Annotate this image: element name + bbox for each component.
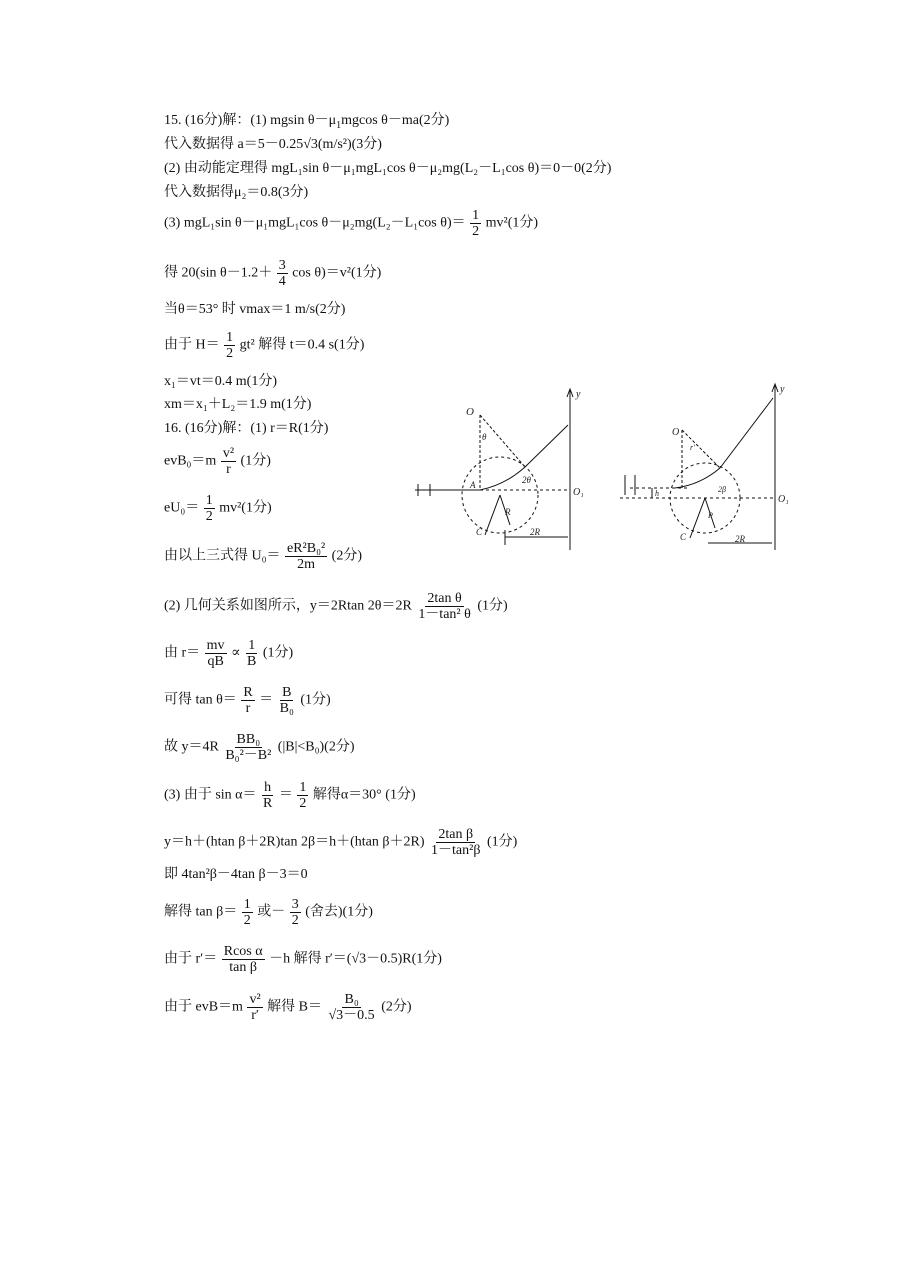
fig2-label-O1: O₁ [778,494,789,505]
fig2-label-y: y [780,384,785,395]
frac-y4R: $\frac{\text{BB₀}}{\text{B₀²－B²}}$ [225,732,272,763]
frac-one-B: $\frac{1}{B}$ [247,638,257,669]
q16-line-10: y＝h＋(htan β＋2R)tan 2β＝h＋(htan β＋2R) $\frac{\text{2tan β}}{\text{1－tan²β}}$ (1分) [164,827,518,858]
q16-line-1: 16. (16分)解：(1) r＝R(1分) [164,421,329,436]
fig1-label-A: A [470,480,476,490]
q15-line-10: xm＝x₁＋L₂＝1.9 m(1分) [164,397,312,412]
q15-line-7: 当θ＝53° 时 vmax＝1 m/s(2分) [164,302,346,317]
frac-three-quarter: $\frac{3}{4}$ [278,258,286,289]
fig2-label-rp: r′ [690,443,695,452]
frac-v2-rprime: $\frac{\text{v²}}{r'}$ [249,992,261,1023]
frac-half-3: $\frac{1}{2}$ [205,493,213,524]
fig1-label-2R: 2R [530,527,540,537]
q15-line-9: x₁＝vt＝0.4 m(1分) [164,374,277,389]
frac-R-r: $\frac{R}{r}$ [243,685,253,716]
q15-line-3: (2) 由动能定理得 mgL₁sin θ－μ₁mgL₁cos θ－μ₂mg(L₂－L₁cos θ)＝0－0(2分) [164,161,612,176]
frac-u0: $\frac{\text{eR²B₀²}}{2m}$ [287,541,326,572]
q16-line-2: evB₀＝m $\frac{\text{v²}}{r}$ (1分) [164,446,271,477]
q16-line-9: (3) 由于 sin α＝ $\frac{h}{R}$ ＝ $\frac{1}{2}$ 解得α＝30° (1分) [164,780,416,811]
q15-line-8: 由于 H＝ $\frac{1}{2}$ gt² 解得 t＝0.4 s(1分) [164,330,365,361]
q15-line-1: 15. (16分)解：(1) mgsin $\theta-\mu_1mgcos$ θ－ma(2分) [164,113,450,131]
figure-left [410,385,590,560]
q16-line-5: (2) 几何关系如图所示，y＝2Rtan 2θ＝2R $\frac{\text{2tan θ}}{\text{1－tan² θ}}$ (1分) [164,591,508,622]
q16-line-3: eU₀＝ $\frac{1}{2}$ mv²(1分) [164,493,272,524]
frac-tan2beta: $\frac{\text{2tan β}}{\text{1－tan²β}}$ [431,827,481,858]
q16-line-13: 由于 r′＝ $\frac{\text{Rcos α}}{\text{tan β}}$ －h 解得 r′＝(√3－0.5)R(1分) [164,944,442,975]
figure-right [620,380,800,555]
q15-line-5: (3) mgL₁sin θ－μ₁mgL₁cos θ－μ₂mg(L₂－L₁cos θ)＝ $\frac{1}{2}$ mv²(1分) [164,208,539,239]
q16-line-11: 即 4tan²β－4tan β－3＝0 [164,867,308,882]
frac-B-result: $\frac{\text{B₀}}{√3-0.5}$ [328,992,375,1023]
q16-line-8: 故 y＝4R $\frac{\text{BB₀}}{\text{B₀²－B²}}$ (|B|<B₀)(2分) [164,732,355,763]
fig1-label-O1: O₁ [573,487,584,498]
fig1-label-theta: θ [482,432,487,442]
frac-three-half: $\frac{3}{2}$ [291,897,299,928]
q16-line-12: 解得 tan β＝ $\frac{1}{2}$ 或－ $\frac{3}{2}$ (舍去)(1分) [164,897,373,928]
q16-line-4: 由以上三式得 U₀＝ $\frac{\text{eR²B₀²}}{2m}$ (2分) [164,541,362,572]
fig2-label-2R: 2R [735,534,745,544]
frac-v2-r: $\frac{\text{v²}}{r}$ [222,446,235,477]
fig1-label-R: R [505,507,511,517]
frac-B-B0: $\frac{B}{\text{B₀}}$ [279,685,294,716]
q16-line-6: 由 r＝ $\frac{mv}{qB}$ ∝ $\frac{1}{B}$ (1分) [164,638,294,669]
trajectory-arc [480,467,525,490]
frac-half-1: $\frac{1}{2}$ [472,208,480,239]
frac-rprime: $\frac{\text{Rcos α}}{\text{tan β}}$ [223,944,263,975]
fig2-label-h: h [655,489,659,498]
q15-line-2: 代入数据得 a＝5－0.25√3(m/s²)(3分) [164,137,382,152]
fig1-label-C: C [476,527,483,537]
fig2-label-P: P [708,511,713,520]
fig2-label-O: O [672,427,680,438]
frac-h-R: $\frac{h}{R}$ [263,780,273,811]
frac-half-2: $\frac{1}{2}$ [226,330,234,361]
exit-ray-2 [720,398,773,468]
frac-half-5: $\frac{1}{2}$ [243,897,251,928]
frac-half-4: $\frac{1}{2}$ [299,780,307,811]
exit-ray [525,425,568,467]
frac-mv-qB: $\frac{mv}{qB}$ [206,638,225,669]
q15-line-6: 得 20(sin θ－1.2＋ $\frac{3}{4}$ cos θ)＝v²(1分) [164,258,382,289]
fig1-label-O: O [466,406,474,418]
frac-tan2theta: $\frac{\text{2tan θ}}{\text{1－tan² θ}}$ [418,591,471,622]
q15-line-4: 代入数据得μ₂＝0.8(3分) [164,185,309,200]
fig1-label-2theta: 2θ [522,475,531,485]
fig2-label-C: C [680,532,687,542]
fig2-label-2beta: 2β [718,485,726,494]
fig1-label-y: y [576,389,581,400]
q16-line-14: 由于 evB＝m $\frac{\text{v²}}{r'}$ 解得 B＝ $\frac{\text{B₀}}{√3-0.5}$ (2分) [164,992,412,1023]
q16-line-7: 可得 tan θ＝ $\frac{R}{r}$ ＝ $\frac{B}{\text{B₀}}$ (1分) [164,685,331,716]
